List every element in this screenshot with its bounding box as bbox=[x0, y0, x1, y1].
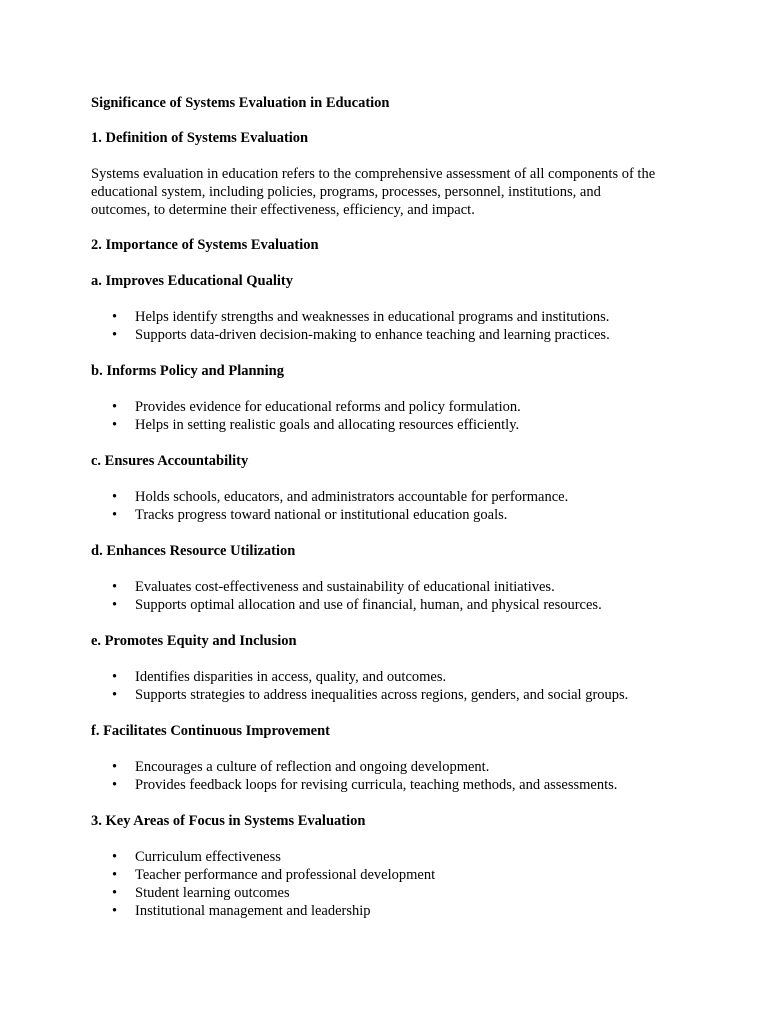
bullet-icon: • bbox=[112, 903, 118, 919]
bullet-icon: • bbox=[112, 309, 118, 325]
bullet-icon: • bbox=[112, 417, 118, 433]
list-item-text: Supports strategies to address inequalities across regions, genders, and social groups. bbox=[135, 687, 629, 703]
list-item bbox=[91, 488, 691, 506]
bullet-icon: • bbox=[112, 579, 118, 595]
list-item-text: Tracks progress toward national or institutional education goals. bbox=[135, 507, 508, 523]
subsection-heading-policy: b. Informs Policy and Planning bbox=[91, 363, 284, 379]
subsection-heading-improvement: f. Facilitates Continuous Improvement bbox=[91, 723, 330, 739]
list-item-text: Helps in setting realistic goals and allocating resources efficiently. bbox=[135, 417, 520, 433]
bullet-icon: • bbox=[112, 849, 118, 865]
bullet-icon: • bbox=[112, 885, 118, 901]
bullet-icon: • bbox=[112, 327, 118, 343]
section-heading-importance: 2. Importance of Systems Evaluation bbox=[91, 237, 319, 253]
bullet-icon: • bbox=[112, 597, 118, 613]
bullet-list-key-areas bbox=[91, 848, 691, 920]
list-item-text: Evaluates cost-effectiveness and sustainability of educational initiatives. bbox=[135, 579, 555, 595]
section-heading-key-areas: 3. Key Areas of Focus in Systems Evaluation bbox=[91, 813, 366, 829]
list-item bbox=[91, 578, 691, 596]
bullet-list-equity bbox=[91, 668, 691, 704]
list-item-text: Encourages a culture of reflection and ongoing development. bbox=[135, 759, 490, 775]
subsection-heading-quality: a. Improves Educational Quality bbox=[91, 273, 293, 289]
list-item-text: Institutional management and leadership bbox=[135, 903, 371, 919]
list-item-text: Holds schools, educators, and administrators accountable for performance. bbox=[135, 489, 569, 505]
definition-line: Systems evaluation in education refers to the comprehensive assessment of all components of the bbox=[91, 166, 656, 182]
document-page bbox=[91, 94, 691, 938]
list-item bbox=[91, 848, 691, 866]
subsection-heading-accountability: c. Ensures Accountability bbox=[91, 453, 249, 469]
list-item-text: Provides evidence for educational reforms and policy formulation. bbox=[135, 399, 521, 415]
definition-line: outcomes, to determine their effectiveness, efficiency, and impact. bbox=[91, 202, 475, 218]
list-item-text: Helps identify strengths and weaknesses in educational programs and institutions. bbox=[135, 309, 610, 325]
bullet-icon: • bbox=[112, 399, 118, 415]
list-item-text: Student learning outcomes bbox=[135, 885, 290, 901]
list-item bbox=[91, 902, 691, 920]
list-item bbox=[91, 596, 691, 614]
subsection-heading-equity: e. Promotes Equity and Inclusion bbox=[91, 633, 297, 649]
bullet-icon: • bbox=[112, 759, 118, 775]
bullet-icon: • bbox=[112, 507, 118, 523]
list-item bbox=[91, 506, 691, 524]
list-item bbox=[91, 686, 691, 704]
section-heading-definition: 1. Definition of Systems Evaluation bbox=[91, 130, 309, 146]
list-item-text: Supports data-driven decision-making to enhance teaching and learning practices. bbox=[135, 327, 610, 343]
list-item-text: Identifies disparities in access, quality, and outcomes. bbox=[135, 669, 447, 685]
list-item-text: Provides feedback loops for revising curricula, teaching methods, and assessments. bbox=[135, 777, 618, 793]
list-item-text: Supports optimal allocation and use of financial, human, and physical resources. bbox=[135, 597, 602, 613]
list-item-text: Teacher performance and professional development bbox=[135, 867, 436, 883]
bullet-icon: • bbox=[112, 669, 118, 685]
definition-paragraph bbox=[91, 165, 691, 219]
list-item-text: Curriculum effectiveness bbox=[135, 849, 281, 865]
list-item bbox=[91, 866, 691, 884]
bullet-list-policy bbox=[91, 398, 691, 434]
list-item bbox=[91, 776, 691, 794]
bullet-icon: • bbox=[112, 489, 118, 505]
list-item bbox=[91, 308, 691, 326]
list-item bbox=[91, 668, 691, 686]
list-item bbox=[91, 758, 691, 776]
bullet-list-quality bbox=[91, 308, 691, 344]
list-item bbox=[91, 884, 691, 902]
list-item bbox=[91, 326, 691, 344]
bullet-list-accountability bbox=[91, 488, 691, 524]
document-title: Significance of Systems Evaluation in Education bbox=[91, 95, 390, 111]
bullet-icon: • bbox=[112, 867, 118, 883]
definition-line: educational system, including policies, programs, processes, personnel, institutions, and bbox=[91, 184, 601, 200]
bullet-list-improvement bbox=[91, 758, 691, 794]
bullet-icon: • bbox=[112, 687, 118, 703]
subsection-heading-resources: d. Enhances Resource Utilization bbox=[91, 543, 296, 559]
bullet-list-resources bbox=[91, 578, 691, 614]
list-item bbox=[91, 416, 691, 434]
bullet-icon: • bbox=[112, 777, 118, 793]
list-item bbox=[91, 398, 691, 416]
